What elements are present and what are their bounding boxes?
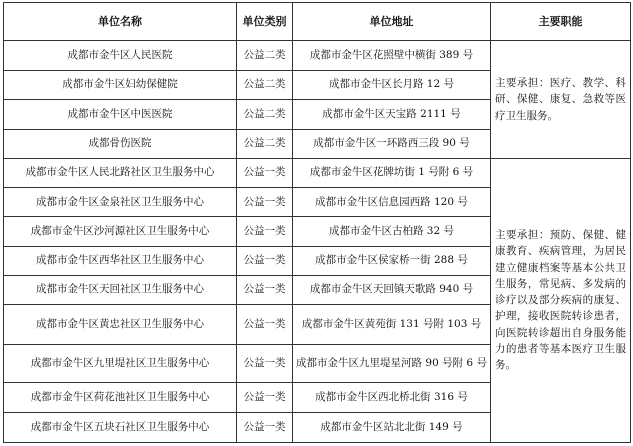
row-category: 公益一类 xyxy=(237,305,293,344)
row-name: 成都市金牛区天回社区卫生服务中心 xyxy=(4,275,237,305)
row-category: 公益二类 xyxy=(237,99,293,129)
row-name: 成都市金牛区妇幼保健院 xyxy=(4,71,237,100)
row-address: 成都市金牛区侯家桥一街 288 号 xyxy=(293,246,491,275)
header-row xyxy=(4,3,631,41)
row-address: 成都市金牛区花牌坊街 1 号附 6 号 xyxy=(293,158,491,188)
row-category: 公益一类 xyxy=(237,158,293,188)
row-name: 成都市金牛区沙河源社区卫生服务中心 xyxy=(4,217,237,247)
row-name: 成都市金牛区荷花池社区卫生服务中心 xyxy=(4,383,237,413)
row-category: 公益一类 xyxy=(237,344,293,382)
table-row xyxy=(4,41,631,71)
header-address: 单位地址 xyxy=(293,3,491,41)
duty-hospitals: 主要承担：医疗、教学、科研、保健、康复、急救等医疗卫生服务。 xyxy=(491,41,631,158)
row-address: 成都市金牛区黄苑街 131 号附 103 号 xyxy=(293,305,491,344)
row-address: 成都市金牛区古柏路 32 号 xyxy=(293,217,491,247)
row-category: 公益一类 xyxy=(237,383,293,413)
header-name: 单位名称 xyxy=(4,3,237,41)
header-duty: 主要职能 xyxy=(491,3,631,41)
row-name: 成都市金牛区人民医院 xyxy=(4,41,237,71)
row-address: 成都市金牛区站北北街 149 号 xyxy=(293,413,491,443)
row-address: 成都市金牛区花照壁中横街 389 号 xyxy=(293,41,491,71)
row-name: 成都市金牛区黄忠社区卫生服务中心 xyxy=(4,305,237,344)
row-name: 成都市金牛区五块石社区卫生服务中心 xyxy=(4,413,237,443)
row-name: 成都市金牛区西华社区卫生服务中心 xyxy=(4,246,237,275)
row-category: 公益二类 xyxy=(237,71,293,100)
row-category: 公益一类 xyxy=(237,217,293,247)
row-category: 公益一类 xyxy=(237,413,293,443)
row-address: 成都市金牛区天回镇天歌路 940 号 xyxy=(293,275,491,305)
row-name: 成都市金牛区人民北路社区卫生服务中心 xyxy=(4,158,237,188)
row-address: 成都市金牛区一环路西三段 90 号 xyxy=(293,129,491,158)
row-category: 公益一类 xyxy=(237,246,293,275)
row-name: 成都市金牛区金泉社区卫生服务中心 xyxy=(4,188,237,217)
header-category: 单位类别 xyxy=(237,3,293,41)
row-category: 公益二类 xyxy=(237,41,293,71)
row-address: 成都市金牛区天宝路 2111 号 xyxy=(293,99,491,129)
table-row xyxy=(4,158,631,188)
row-address: 成都市金牛区信息园西路 120 号 xyxy=(293,188,491,217)
row-name: 成都市金牛区中医医院 xyxy=(4,99,237,129)
duty-community-centers: 主要承担：预防、保健、健康教育、疾病管理，为居民建立健康档案等基本公共卫生服务，常见病、多发病的诊疗以及部分疾病的康复、护理，接收医院转诊患者，向医院转诊超出自身服务能力的患者等基本医疗卫生服务。 xyxy=(491,158,631,443)
institution-table xyxy=(3,2,631,443)
row-category: 公益一类 xyxy=(237,188,293,217)
row-address: 成都市金牛区西北桥北街 316 号 xyxy=(293,383,491,413)
row-address: 成都市金牛区九里堤星河路 90 号附 6 号 xyxy=(293,344,491,382)
row-name: 成都市金牛区九里堤社区卫生服务中心 xyxy=(4,344,237,382)
row-category: 公益一类 xyxy=(237,275,293,305)
row-category: 公益二类 xyxy=(237,129,293,158)
row-address: 成都市金牛区长月路 12 号 xyxy=(293,71,491,100)
row-name: 成都骨伤医院 xyxy=(4,129,237,158)
